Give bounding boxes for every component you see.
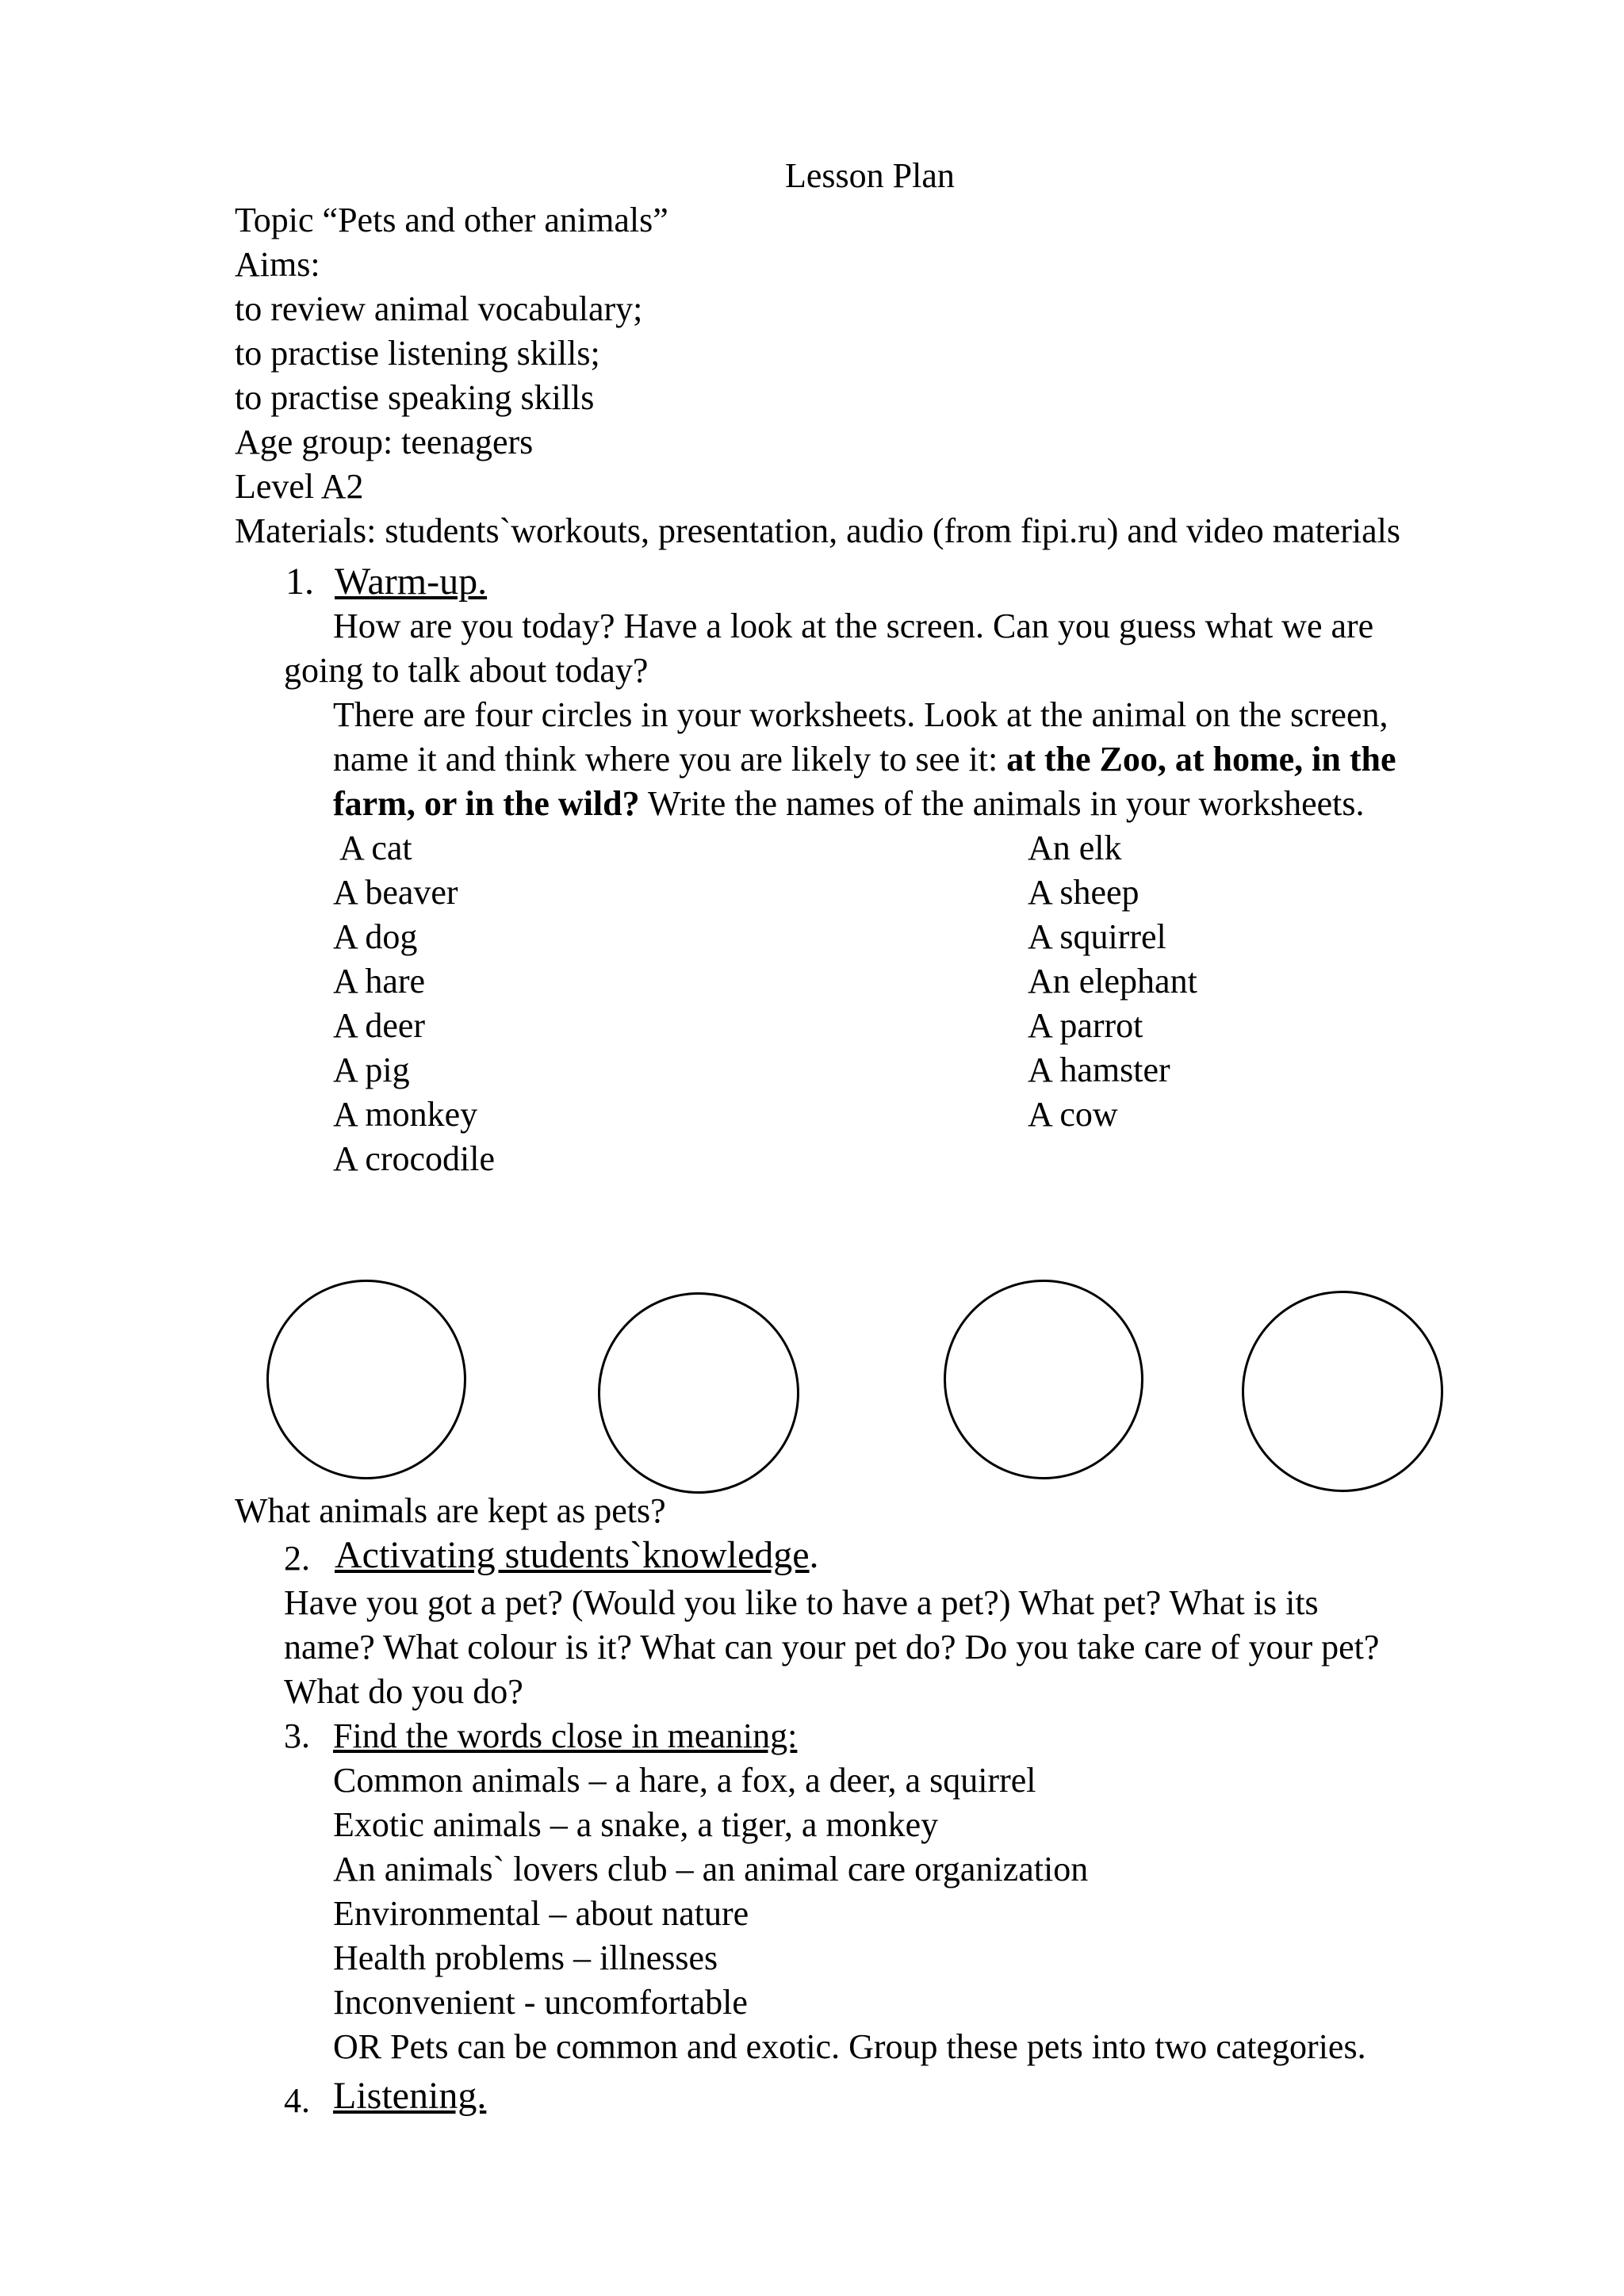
activating-heading-text: Activating students`knowledge <box>335 1534 810 1576</box>
word-pair: Common animals – a hare, a fox, a deer, a squirrel <box>333 1761 1036 1800</box>
pets-question: What animals are kept as pets? <box>235 1491 666 1530</box>
topic-line: Topic “Pets and other animals” <box>235 201 668 239</box>
worksheet-circle <box>944 1280 1143 1479</box>
find-words-heading: Find the words close in meaning: <box>333 1716 798 1755</box>
animal-item: A beaver <box>333 873 458 912</box>
section-number: 4. <box>284 2081 310 2120</box>
warmup-task-text: Write the names of the animals in your worksheets. <box>639 784 1365 823</box>
word-pair: Health problems – illnesses <box>333 1938 718 1977</box>
warmup-task <box>333 783 1364 825</box>
word-pair: Exotic animals – a snake, a tiger, a monkey <box>333 1805 939 1844</box>
warmup-task-places: farm, or in the wild? <box>333 784 640 823</box>
age-group-line: Age group: teenagers <box>235 423 534 461</box>
word-pair: Inconvenient - uncomfortable <box>333 1983 748 2022</box>
animal-item: A hamster <box>1028 1050 1170 1089</box>
warmup-task: There are four circles in your worksheets. Look at the animal on the screen, <box>333 695 1388 734</box>
worksheet-circle <box>1242 1291 1443 1492</box>
listening-heading: Listening. <box>333 2075 487 2117</box>
animal-item: A crocodile <box>333 1139 496 1178</box>
page-title: Lesson Plan <box>785 156 955 195</box>
section-number: 3. <box>284 1716 310 1755</box>
activating-question: name? What colour is it? What can your pet do? Do you take care of your pet? <box>284 1628 1380 1667</box>
activating-question: What do you do? <box>284 1672 523 1711</box>
animal-item: An elk <box>1028 828 1122 867</box>
warmup-task-places: at the Zoo, at home, in the <box>1006 740 1396 779</box>
word-pair: An animals` lovers club – an animal care organization <box>333 1850 1089 1888</box>
animal-item: A squirrel <box>1028 917 1166 956</box>
animal-item: A cat <box>339 828 412 867</box>
animal-item: A dog <box>333 917 418 956</box>
activating-heading-period: . <box>809 1534 819 1576</box>
warmup-intro: going to talk about today? <box>284 651 649 690</box>
warmup-task-text: name it and think where you are likely to see it: <box>333 740 1007 779</box>
animal-item: A hare <box>333 962 426 1001</box>
animal-item: A monkey <box>333 1095 478 1134</box>
aims-label: Aims: <box>235 245 320 284</box>
animal-item: A parrot <box>1028 1006 1143 1045</box>
warmup-task <box>333 739 1396 780</box>
aim-item: to practise listening skills; <box>235 334 600 373</box>
materials-line: Materials: students`workouts, presentation, audio (from fipi.ru) and video materials <box>235 511 1400 550</box>
animal-item: A sheep <box>1028 873 1139 912</box>
animal-item: A cow <box>1028 1095 1118 1134</box>
activating-question: Have you got a pet? (Would you like to have a pet?) What pet? What is its <box>284 1583 1319 1622</box>
aim-item: to practise speaking skills <box>235 378 595 417</box>
aim-item: to review animal vocabulary; <box>235 289 643 328</box>
worksheet-circle <box>266 1280 466 1479</box>
animal-item: A pig <box>333 1050 410 1089</box>
warmup-intro: How are you today? Have a look at the screen. Can you guess what we are <box>333 607 1374 645</box>
word-pair: Environmental – about nature <box>333 1894 749 1933</box>
worksheet-circle <box>598 1292 799 1494</box>
animal-item: A deer <box>333 1006 426 1045</box>
section-number: 2. <box>284 1539 310 1578</box>
level-line: Level A2 <box>235 467 364 506</box>
section-number: 1. <box>285 561 314 603</box>
animal-item: An elephant <box>1028 962 1197 1001</box>
activating-heading <box>335 1535 819 1576</box>
warmup-heading: Warm-up. <box>335 561 488 603</box>
word-pair: OR Pets can be common and exotic. Group these pets into two categories. <box>333 2027 1366 2066</box>
